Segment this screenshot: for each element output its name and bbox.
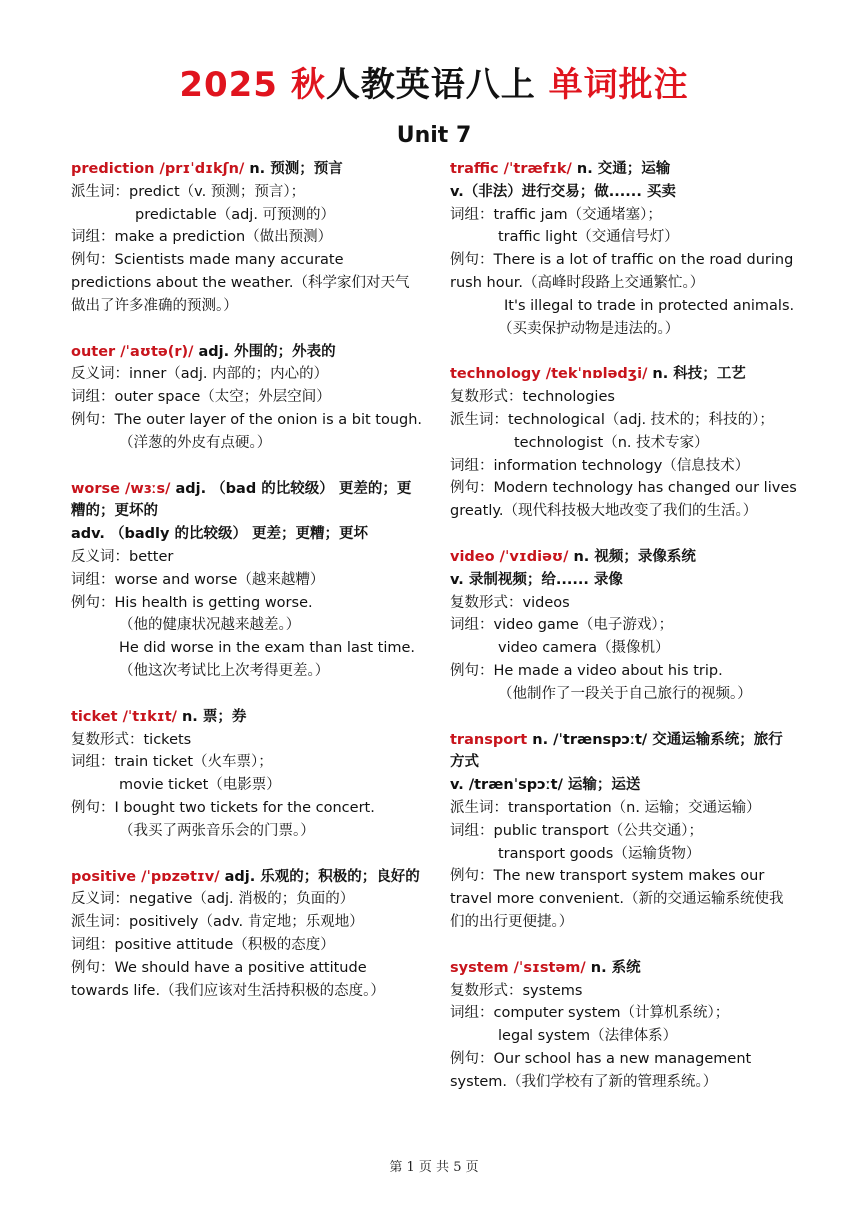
entry-line: predictions about the weather.（科学家们对天气	[71, 274, 410, 291]
entry-line: v. /trænˈspɔːt/ 运输；运送	[450, 777, 641, 794]
entry-headword-line	[450, 546, 802, 569]
entry-line: 词组：positive attitude（积极的态度）	[71, 936, 335, 953]
entry-headword-line	[450, 957, 802, 980]
page-title	[0, 60, 868, 110]
entry-line: greatly.（现代科技极大地改变了我们的生活。）	[450, 503, 758, 520]
entry-line: 例句：Scientists made many accurate	[71, 252, 344, 269]
entry-line: 例句：His health is getting worse.	[71, 594, 313, 611]
entry-line: legal system（法律体系）	[498, 1028, 678, 1045]
entry-line: 词组：worse and worse（越来越糟）	[71, 571, 325, 588]
entry-line: He did worse in the exam than last time.	[119, 640, 416, 657]
vocab-entry	[450, 363, 802, 523]
entry-headword-line	[450, 158, 802, 181]
entry-line: technologist（n. 技术专家）	[514, 434, 709, 451]
entry-line: 词组：train ticket（火车票）；	[71, 754, 273, 771]
entry-line: （他的健康状况越来越差。）	[119, 617, 301, 634]
entry-line: （他这次考试比上次考得更差。）	[119, 662, 330, 679]
part-of-speech: n. 票；券	[176, 708, 247, 725]
part-of-speech: n. 交通；运输	[571, 161, 671, 177]
entry-line: 派生词：transportation（n. 运输；交通运输）	[450, 799, 761, 816]
entry-line: 例句：Our school has a new management	[450, 1050, 752, 1067]
entry-line: 复数形式：videos	[450, 594, 570, 611]
page-footer: 第 1 页 共 5 页	[389, 1160, 479, 1175]
entry-line: 们的出行更便捷。）	[450, 913, 574, 930]
part-of-speech: n. 系统	[585, 959, 641, 976]
left-column	[71, 158, 423, 1025]
title-middle: 人教英语八上	[325, 65, 536, 105]
entry-line: 反义词：negative（adj. 消极的；负面的）	[71, 891, 355, 908]
entry-line: 词组：video game（电子游戏）；	[450, 617, 674, 634]
title-year: 2025	[179, 65, 278, 105]
entry-line: 方式	[450, 754, 479, 771]
headword: worse /wɜːs/	[71, 480, 171, 497]
vocab-entry	[71, 341, 423, 455]
entry-line: v. 录制视频；给...... 录像	[450, 571, 623, 588]
vocab-entry	[450, 957, 802, 1094]
vocab-entry	[450, 158, 802, 340]
part-of-speech: n. 视频；录像系统	[568, 548, 696, 565]
headword: positive /ˈpɒzətɪv/	[71, 868, 220, 885]
entry-line: transport goods（运输货物）	[498, 845, 701, 862]
unit-heading: Unit 7	[396, 123, 472, 148]
headword: traffic /ˈtræfɪk/	[450, 161, 572, 177]
entry-line: 例句：Modern technology has changed our lives	[450, 480, 797, 497]
entry-line: 词组：outer space（太空；外层空间）	[71, 389, 331, 406]
entry-line: 词组：public transport（公共交通）；	[450, 822, 703, 839]
entry-line: 例句：There is a lot of traffic on the road during	[450, 252, 794, 269]
entry-line: adv. （badly 的比较级） 更差；更糟；更坏	[71, 526, 369, 543]
headword: video /ˈvɪdiəʊ/	[450, 548, 569, 565]
entry-line: 例句：The new transport system makes our	[450, 868, 765, 885]
part-of-speech: n. 科技；工艺	[647, 366, 746, 383]
entry-line: 派生词：positively（adv. 肯定地；乐观地）	[71, 914, 364, 931]
entry-line: 例句：The outer layer of the onion is a bit tough.	[71, 411, 423, 428]
entry-headword-line	[71, 478, 423, 501]
entry-line: （洋葱的外皮有点硬。）	[119, 434, 272, 451]
entry-line: rush hour.（高峰时段路上交通繁忙。）	[450, 274, 705, 291]
entry-line: 做出了许多准确的预测。）	[71, 297, 238, 314]
headword: system /ˈsɪstəm/	[450, 959, 586, 976]
entry-line: 词组：information technology（信息技术）	[450, 457, 750, 474]
entry-line: 派生词：predict（v. 预测；预言）；	[71, 183, 306, 200]
vocab-entry	[71, 478, 423, 683]
entry-line: towards life.（我们应该对生活持积极的态度。）	[71, 982, 385, 999]
part-of-speech: n. 预测；预言	[244, 161, 343, 177]
entry-line: 反义词：inner（adj. 内部的；内心的）	[71, 366, 329, 383]
entry-line: （我买了两张音乐会的门票。）	[119, 822, 315, 839]
entry-line: （他制作了一段关于自己旅行的视频。）	[498, 685, 752, 702]
entry-line: v.（非法）进行交易；做...... 买卖	[450, 183, 676, 200]
entry-line: movie ticket（电影票）	[119, 777, 281, 794]
title-tail: 单词批注	[548, 65, 689, 105]
headword: outer /ˈaʊtə(r)/	[71, 343, 194, 360]
part-of-speech: adj. 外围的；外表的	[193, 343, 336, 360]
entry-headword-line	[450, 363, 802, 386]
vocab-entry	[71, 158, 423, 318]
entry-headword-line	[71, 341, 423, 364]
headword: transport	[450, 731, 528, 748]
part-of-speech: adj. 乐观的；积极的；良好的	[219, 868, 420, 885]
entry-line: 词组：make a prediction（做出预测）	[71, 229, 333, 246]
entry-headword-line	[71, 866, 423, 889]
entry-line: travel more convenient.（新的交通运输系统使我	[450, 891, 784, 908]
title-season: 秋	[290, 65, 326, 105]
entry-line: It's illegal to trade in protected animals.	[504, 297, 795, 314]
vocab-entry	[71, 866, 423, 1003]
entry-line: 复数形式：technologies	[450, 389, 615, 406]
entry-headword-line	[450, 729, 802, 752]
entry-line: traffic light（交通信号灯）	[498, 229, 679, 246]
entry-line: 复数形式：tickets	[71, 731, 192, 748]
vocab-entry	[71, 706, 423, 843]
entry-line: 糟的；更坏的	[71, 503, 158, 520]
vocab-entry	[450, 729, 802, 934]
entry-line: predictable（adj. 可预测的）	[135, 206, 336, 223]
entry-headword-line	[71, 706, 423, 729]
entry-line: 反义词：better	[71, 548, 174, 565]
headword: ticket /ˈtɪkɪt/	[71, 708, 177, 725]
entry-line: 派生词：technological（adj. 技术的；科技的）；	[450, 411, 774, 428]
entry-line: 例句：We should have a positive attitude	[71, 959, 367, 976]
headword: technology /tekˈnɒlədʒi/	[450, 366, 648, 383]
entry-line: 例句：He made a video about his trip.	[450, 662, 723, 679]
entry-line: 词组：traffic jam（交通堵塞）；	[450, 206, 662, 223]
entry-headword-line	[71, 158, 423, 181]
entry-line: 复数形式：systems	[450, 982, 583, 999]
part-of-speech: n. /ˈtrænspɔːt/ 交通运输系统；旅行	[527, 731, 783, 748]
entry-line: 例句：I bought two tickets for the concert.	[71, 799, 375, 816]
entry-line: system.（我们学校有了新的管理系统。）	[450, 1073, 718, 1090]
entry-line: video camera（摄像机）	[498, 640, 670, 657]
entry-line: （买卖保护动物是违法的。）	[498, 320, 680, 337]
vocab-entry	[450, 546, 802, 706]
right-column	[450, 158, 802, 1116]
entry-line: 词组：computer system（计算机系统）；	[450, 1005, 730, 1022]
part-of-speech: adj. （bad 的比较级） 更差的；更	[170, 480, 412, 497]
headword: prediction /prɪˈdɪkʃn/	[71, 161, 245, 177]
